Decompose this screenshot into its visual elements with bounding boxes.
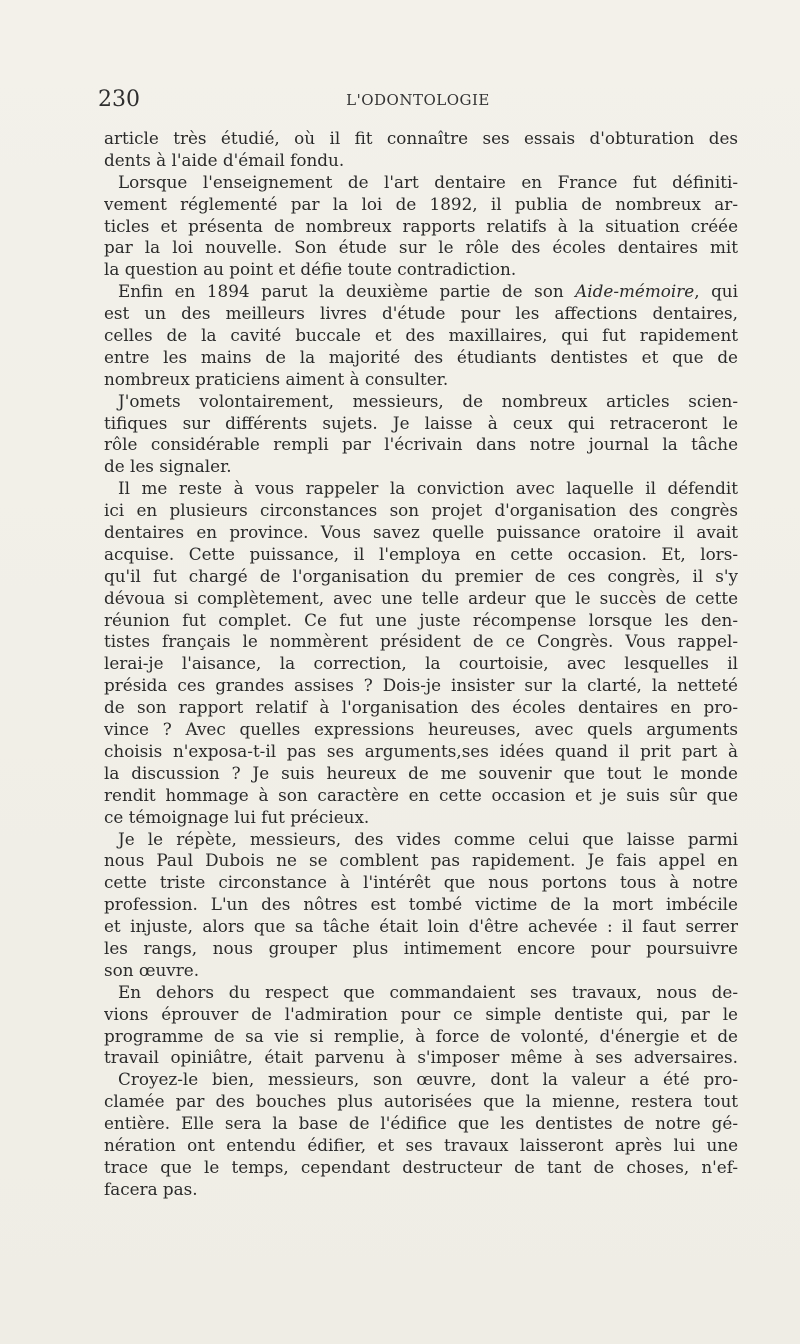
body-text bbox=[104, 128, 738, 1201]
text-line: réunion fut complet. Ce fut une juste récompense lorsque les den- bbox=[104, 609, 738, 630]
text-line: la question au point et défie toute contradiction. bbox=[104, 259, 517, 280]
text-line: Enfin en 1894 parut la deuxième partie de son Aide-mémoire, qui bbox=[118, 281, 738, 302]
text-line: Je le répète, messieurs, des vides comme celui que laisse parmi bbox=[118, 828, 738, 849]
text-line: de son rapport relatif à l'organisation des écoles dentaires en pro- bbox=[104, 697, 738, 718]
text-line: profession. L'un des nôtres est tombé victime de la mort imbécile bbox=[104, 894, 738, 915]
text-line: facera pas. bbox=[104, 1178, 198, 1199]
text-line: ce témoignage lui fut précieux. bbox=[104, 806, 370, 827]
text-line: travail opiniâtre, était parvenu à s'imposer même à ses adversaires. bbox=[104, 1047, 738, 1068]
text-line: est un des meilleurs livres d'étude pour les affections dentaires, bbox=[104, 303, 738, 324]
text-line: entre les mains de la majorité des étudiants dentistes et que de bbox=[104, 346, 738, 367]
text-line: celles de la cavité buccale et des maxillaires, qui fut rapidement bbox=[104, 325, 738, 346]
text-line: clamée par des bouches plus autorisées que la mienne, restera tout bbox=[104, 1091, 738, 1112]
page-number: 230 bbox=[98, 87, 140, 112]
text-line: la discussion ? Je suis heureux de me souvenir que tout le monde bbox=[104, 762, 738, 783]
running-title: L'ODONTOLOGIE bbox=[346, 91, 490, 109]
text-line: article très étudié, où il fit connaître ses essais d'obturation des bbox=[104, 128, 738, 148]
text-line: présida ces grandes assises ? Dois-je insister sur la clarté, la netteté bbox=[104, 675, 738, 696]
text-line: lerai-je l'aisance, la correction, la courtoisie, avec lesquelles il bbox=[104, 653, 738, 674]
text-line: J'omets volontairement, messieurs, de nombreux articles scien- bbox=[118, 390, 738, 411]
text-line: ticles et présenta de nombreux rapports relatifs à la situation créée bbox=[104, 215, 738, 236]
text-line: vince ? Avec quelles expressions heureuses, avec quels arguments bbox=[104, 719, 738, 740]
text-line: nombreux praticiens aiment à consulter. bbox=[104, 368, 449, 389]
text-line: Lorsque l'enseignement de l'art dentaire en France fut définiti- bbox=[118, 171, 738, 192]
text-line: cette triste circonstance à l'intérêt que nous portons tous à notre bbox=[104, 872, 738, 893]
text-line: choisis n'exposa-t-il pas ses arguments,ses idées quand il prit part à bbox=[104, 740, 738, 761]
text-line: vions éprouver de l'admiration pour ce simple dentiste qui, par le bbox=[104, 1003, 738, 1024]
text-line: dévoua si complètement, avec une telle ardeur que le succès de cette bbox=[104, 587, 738, 608]
text-line: Croyez-le bien, messieurs, son œuvre, dont la valeur a été pro- bbox=[118, 1069, 738, 1090]
text-line: ici en plusieurs circonstances son projet d'organisation des congrès bbox=[104, 500, 738, 521]
text-line: vement réglementé par la loi de 1892, il publia de nombreux ar- bbox=[104, 193, 738, 214]
text-line: les rangs, nous grouper plus intimement encore pour poursuivre bbox=[104, 937, 738, 958]
text-line: son œuvre. bbox=[104, 959, 200, 980]
text-line: de les signaler. bbox=[104, 456, 232, 477]
text-line: rendit hommage à son caractère en cette occasion et je suis sûr que bbox=[104, 784, 738, 805]
text-line: En dehors du respect que commandaient ses travaux, nous de- bbox=[118, 981, 738, 1002]
text-line: rôle considérable rempli par l'écrivain dans notre journal la tâche bbox=[104, 434, 738, 455]
text-line: et injuste, alors que sa tâche était loin d'être achevée : il faut serrer bbox=[104, 916, 738, 937]
text-line: tistes français le nommèrent président de ce Congrès. Vous rappel- bbox=[104, 631, 738, 652]
text-line: trace que le temps, cependant destructeur de tant de choses, n'ef- bbox=[104, 1156, 738, 1177]
text-line: par la loi nouvelle. Son étude sur le rôle des écoles dentaires mit bbox=[104, 237, 738, 258]
text-line: Il me reste à vous rappeler la conviction avec laquelle il défendit bbox=[118, 478, 738, 499]
text-line: nération ont entendu édifier, et ses travaux laisseront après lui une bbox=[104, 1134, 738, 1155]
text-line: programme de sa vie si remplie, à force de volonté, d'énergie et de bbox=[104, 1025, 738, 1046]
text-line: nous Paul Dubois ne se comblent pas rapidement. Je fais appel en bbox=[104, 850, 738, 871]
text-line: tifiques sur différents sujets. Je laisse à ceux qui retraceront le bbox=[104, 412, 738, 433]
text-line: dentaires en province. Vous savez quelle puissance oratoire il avait bbox=[104, 522, 738, 543]
text-line: qu'il fut chargé de l'organisation du premier de ces congrès, il s'y bbox=[104, 565, 738, 586]
text-line: entière. Elle sera la base de l'édifice que les dentistes de notre gé- bbox=[104, 1113, 738, 1134]
page-header bbox=[98, 88, 738, 112]
text-line: acquise. Cette puissance, il l'employa en cette occasion. Et, lors- bbox=[104, 543, 738, 564]
text-line: dents à l'aide d'émail fondu. bbox=[104, 149, 345, 170]
